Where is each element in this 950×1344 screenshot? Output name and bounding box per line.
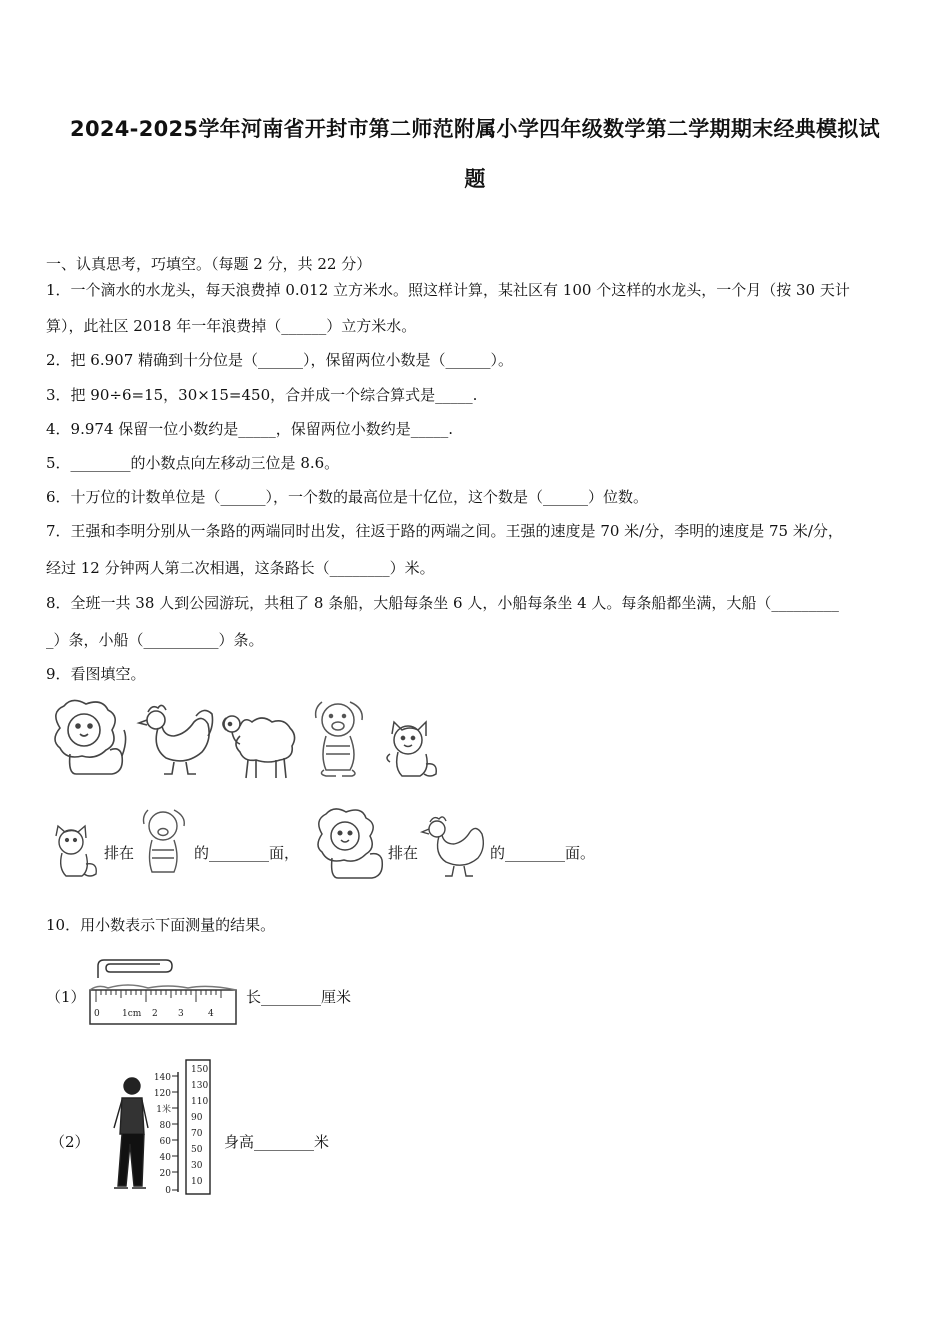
height-right-tick-150: 150 xyxy=(191,1065,209,1075)
height-right-tick-50: 50 xyxy=(191,1145,203,1155)
q9-pai-zai-1: 排在 xyxy=(104,844,135,862)
question-8-line1: 8．全班一共 38 人到公园游玩，共租了 8 条船，大船每条坐 6 人，小船每条坐 4 人。每条船都坐满，大船（_________ xyxy=(46,594,839,612)
question-6: 6．十万位的计数单位是（______），一个数的最高位是十亿位，这个数是（______）位数。 xyxy=(46,488,649,506)
ruler-tick-4: 4 xyxy=(208,1009,214,1019)
q10-2-answer[interactable]: 身高________米 xyxy=(224,1133,330,1151)
question-1-line2: 算），此社区 2018 年一年浪费掉（______）立方米水。 xyxy=(46,317,417,335)
q9-blank-2[interactable]: 的________面。 xyxy=(490,844,596,862)
question-4: 4．9.974 保留一位小数约是_____，保留两位小数约是_____. xyxy=(46,420,454,438)
q9-blank-1[interactable]: 的________面， xyxy=(194,844,300,862)
height-right-tick-90: 90 xyxy=(191,1113,203,1123)
lion-small-image xyxy=(310,806,388,882)
height-left-tick-80: 80 xyxy=(159,1121,171,1131)
lion-image xyxy=(46,698,128,778)
section-heading: 一、认真思考，巧填空。（每题 2 分，共 22 分） xyxy=(46,255,372,273)
height-right-tick-110: 110 xyxy=(191,1097,209,1107)
rooster-small-image xyxy=(418,812,490,880)
height-left-tick-20: 20 xyxy=(159,1169,171,1179)
height-right-tick-70: 70 xyxy=(191,1129,203,1139)
height-left-tick-0: 0 xyxy=(165,1186,171,1196)
height-left-tick-100: 1米 xyxy=(156,1105,171,1115)
height-right-tick-10: 10 xyxy=(191,1177,203,1187)
question-2: 2．把 6.907 精确到十分位是（______），保留两位小数是（______）。 xyxy=(46,351,514,369)
question-3: 3．把 90÷6=15，30×15=450，合并成一个综合算式是_____. xyxy=(46,386,478,404)
ruler-tick-3: 3 xyxy=(178,1009,184,1019)
kitten-small-image xyxy=(46,822,102,880)
height-chart-figure xyxy=(96,1058,218,1198)
ruler-tick-1: 1cm xyxy=(122,1009,142,1019)
question-8-line2: _）条，小船（__________）条。 xyxy=(46,631,264,649)
ruler-figure xyxy=(88,958,242,1028)
sheep-image xyxy=(218,710,300,780)
height-right-tick-130: 130 xyxy=(191,1081,209,1091)
question-1-line1: 1．一个滴水的水龙头，每天浪费掉 0.012 立方米水。照这样计算，某社区有 100 个这样的水龙头，一个月（按 30 天计 xyxy=(46,281,850,299)
q9-pai-zai-2: 排在 xyxy=(388,844,419,862)
q10-1-label: （1） xyxy=(46,988,86,1006)
height-right-tick-30: 30 xyxy=(191,1161,203,1171)
question-7-line1: 7．王强和李明分别从一条路的两端同时出发，往返于路的两端之间。王强的速度是 70 米/分，李明的速度是 75 米/分， xyxy=(46,522,843,540)
question-5: 5．________的小数点向左移动三位是 8.6。 xyxy=(46,454,340,472)
ruler-tick-0: 0 xyxy=(94,1009,100,1019)
q10-1-answer[interactable]: 长________厘米 xyxy=(246,988,352,1006)
piglet-image xyxy=(306,696,374,778)
height-left-tick-60: 60 xyxy=(159,1137,171,1147)
height-left-tick-120: 120 xyxy=(153,1089,171,1099)
rooster-image xyxy=(134,700,216,778)
page-title-line1: 2024-2025学年河南省开封市第二师范附属小学四年级数学第二学期期末经典模拟试 xyxy=(70,117,880,141)
question-9: 9．看图填空。 xyxy=(46,665,146,683)
height-left-tick-40: 40 xyxy=(159,1153,171,1163)
height-left-tick-140: 140 xyxy=(153,1073,171,1083)
page-title-line2: 题 xyxy=(464,167,486,191)
kitten-image xyxy=(380,718,444,780)
question-10: 10．用小数表示下面测量的结果。 xyxy=(46,916,276,934)
piglet-small-image xyxy=(136,804,192,880)
ruler-tick-2: 2 xyxy=(152,1009,158,1019)
question-7-line2: 经过 12 分钟两人第二次相遇，这条路长（________）米。 xyxy=(46,559,435,577)
q10-2-label: （2） xyxy=(50,1133,90,1151)
